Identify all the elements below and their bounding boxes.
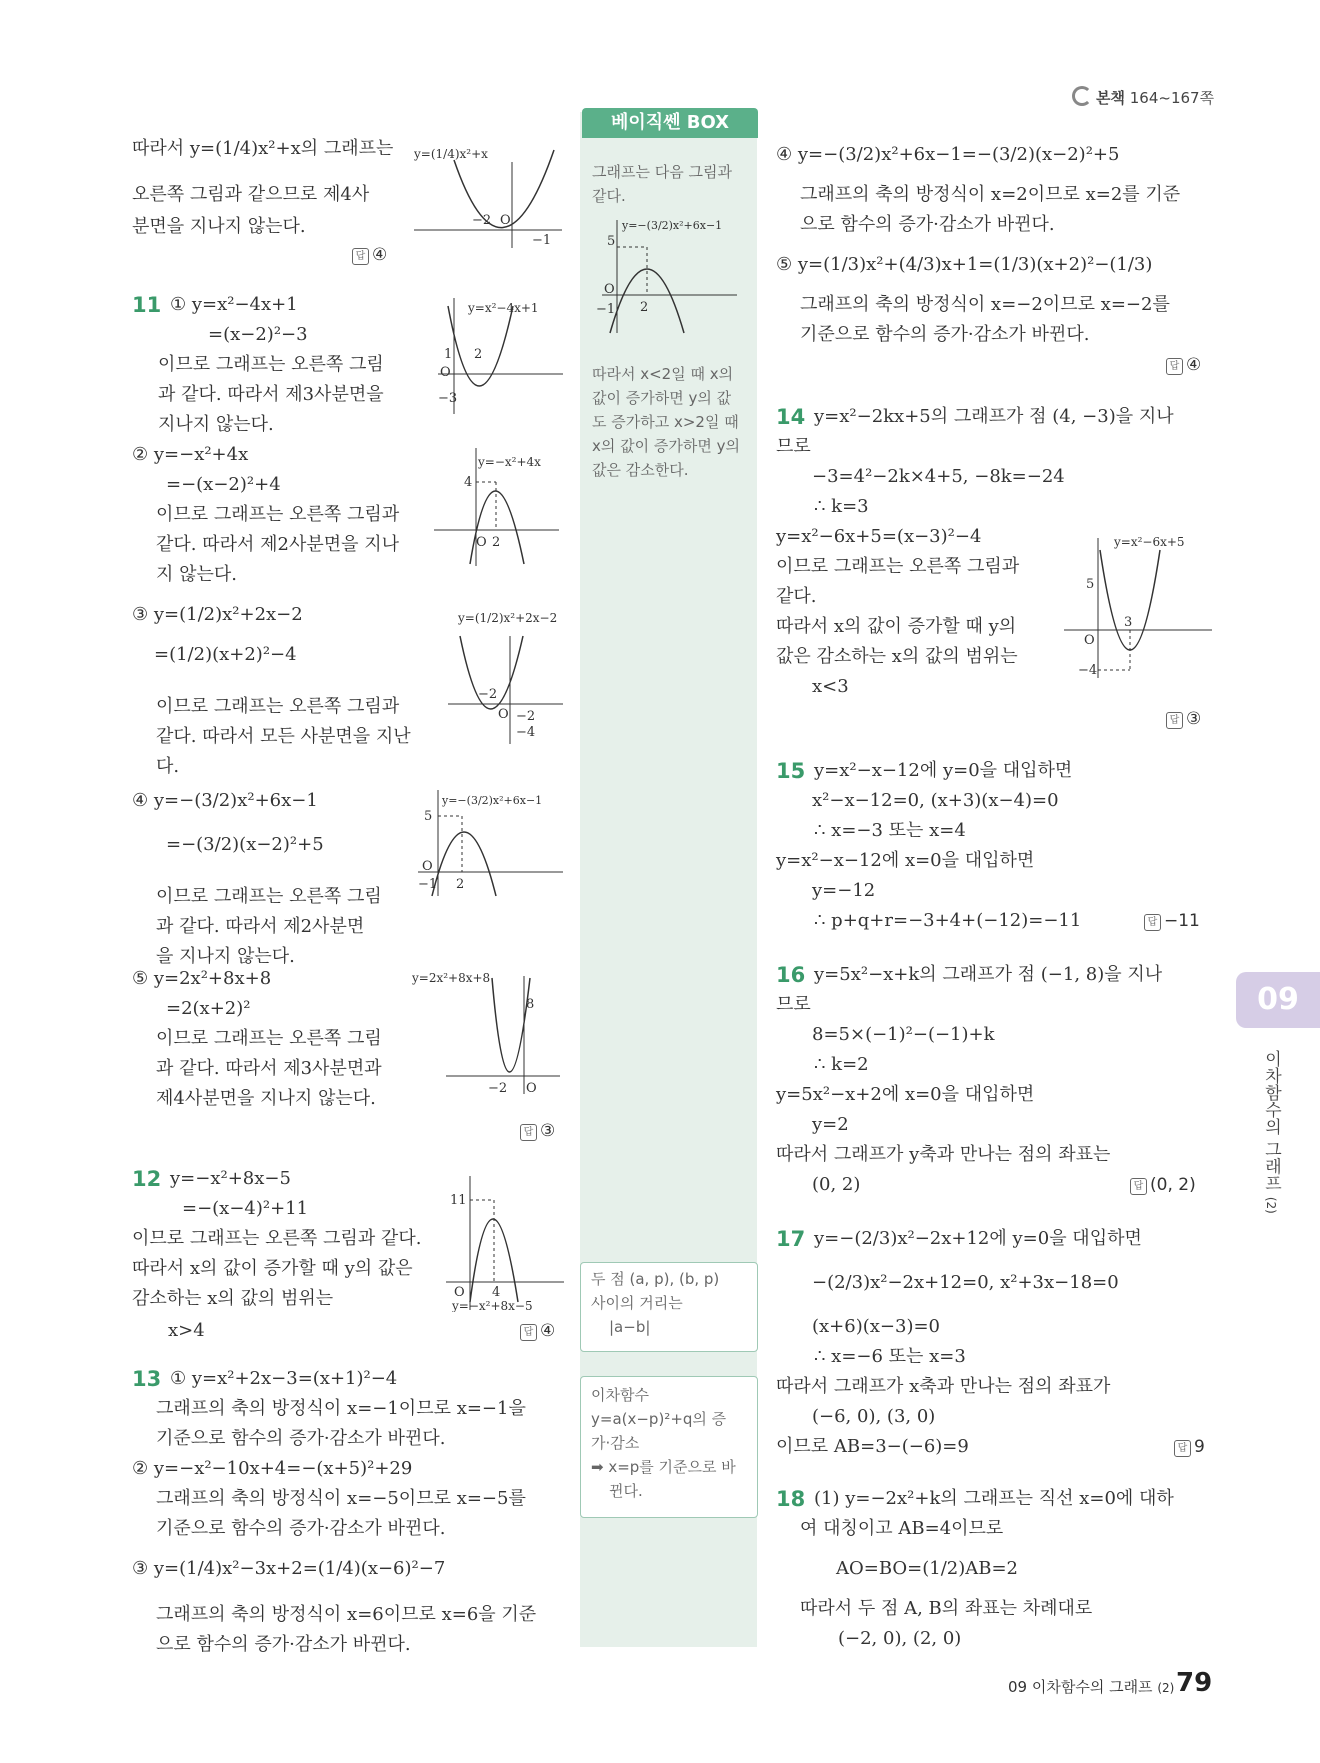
box-text-1: 그래프는 다음 그림과 같다. xyxy=(592,163,732,205)
svg-text:O: O xyxy=(422,859,433,874)
svg-text:y=2x²+8x+8: y=2x²+8x+8 xyxy=(412,971,491,985)
chapter-tab: 09 xyxy=(1236,972,1320,1028)
page-range: 164~167쪽 xyxy=(1129,89,1215,107)
svg-text:4: 4 xyxy=(464,475,473,490)
chapter-vertical-title: 이차함수의 그래프 (2) xyxy=(1261,1050,1281,1214)
intro-answer: 답 ④ xyxy=(352,244,387,266)
q14-number: 14 xyxy=(776,405,806,429)
q15-number: 15 xyxy=(776,759,806,783)
svg-text:O: O xyxy=(526,1081,537,1096)
svg-text:y=(1/4)x²+x: y=(1/4)x²+x xyxy=(414,147,488,161)
svg-text:2: 2 xyxy=(492,535,501,550)
q13-number: 13 xyxy=(132,1367,162,1391)
svg-text:−3: −3 xyxy=(438,391,458,406)
page-number: 79 xyxy=(1176,1668,1213,1698)
q12-answer: 답 ④ xyxy=(520,1320,555,1342)
svg-text:5: 5 xyxy=(607,234,616,249)
graph-11-3 xyxy=(448,606,568,751)
svg-text:3: 3 xyxy=(1124,615,1133,630)
svg-text:8: 8 xyxy=(526,997,535,1012)
book-icon xyxy=(1072,86,1092,106)
graph-11-4 xyxy=(418,788,568,903)
q17-answer: 답 9 xyxy=(1174,1436,1205,1458)
q16-answer: 답 (0, 2) xyxy=(1130,1174,1196,1196)
q18-number: 18 xyxy=(776,1487,806,1511)
tip-quadratic: 이차함수 y=a(x−p)²+q의 증 가·감소 ➡ x=p를 기준으로 바 뀐다. xyxy=(580,1376,758,1518)
graph-11-2 xyxy=(434,448,564,573)
svg-text:2: 2 xyxy=(640,300,649,315)
q17-number: 17 xyxy=(776,1227,806,1251)
graph-12 xyxy=(446,1172,566,1317)
page-footer: 09 이차함수의 그래프 (2) xyxy=(1008,1678,1175,1696)
box-text-2: 따라서 x<2일 때 x의 값이 증가하면 y의 값 도 증가하고 x>2일 때 x의 값이 증가하면 y의 값은 감소한다. xyxy=(592,365,740,479)
svg-text:−2: −2 xyxy=(478,687,498,702)
book-label: 본책 xyxy=(1096,89,1125,107)
svg-text:y=x²−4x+1: y=x²−4x+1 xyxy=(468,301,539,315)
svg-text:y=−(3/2)x²+6x−1: y=−(3/2)x²+6x−1 xyxy=(442,794,543,807)
svg-text:−1: −1 xyxy=(418,877,438,892)
q12-number: 12 xyxy=(132,1167,162,1191)
svg-text:y=(1/2)x²+2x−2: y=(1/2)x²+2x−2 xyxy=(458,611,558,625)
svg-text:y=−(3/2)x²+6x−1: y=−(3/2)x²+6x−1 xyxy=(622,219,723,232)
tip-distance: 두 점 (a, p), (b, p) 사이의 거리는 |a−b| xyxy=(580,1262,758,1352)
svg-text:O: O xyxy=(454,1285,465,1300)
svg-text:O: O xyxy=(1084,633,1095,648)
svg-text:O: O xyxy=(440,365,451,380)
svg-text:1: 1 xyxy=(444,347,453,362)
svg-text:y=−x²+4x: y=−x²+4x xyxy=(478,455,541,469)
svg-text:−2: −2 xyxy=(472,213,492,228)
svg-text:O: O xyxy=(604,282,615,297)
svg-text:5: 5 xyxy=(424,809,433,824)
box-graph xyxy=(592,215,742,340)
svg-text:2: 2 xyxy=(474,347,483,362)
graph-11-5 xyxy=(412,966,562,1101)
graph-11-1 xyxy=(438,296,568,421)
q14-answer: 답 ③ xyxy=(1166,708,1201,730)
q13-answer: 답 ④ xyxy=(1166,354,1201,376)
svg-text:O: O xyxy=(476,535,487,550)
q15-answer: 답 −11 xyxy=(1144,910,1200,932)
svg-text:y=x²−6x+5: y=x²−6x+5 xyxy=(1114,535,1185,549)
q16-number: 16 xyxy=(776,963,806,987)
svg-text:−2: −2 xyxy=(488,1081,508,1096)
svg-text:−1: −1 xyxy=(596,302,616,317)
graph-intro xyxy=(414,140,564,255)
svg-text:11: 11 xyxy=(450,1193,467,1208)
svg-text:−1: −1 xyxy=(532,233,552,248)
svg-text:O: O xyxy=(498,707,509,722)
svg-text:−4: −4 xyxy=(516,725,536,740)
basic-box-title: 베이직쎈 BOX xyxy=(582,108,758,138)
q11-answer: 답 ③ xyxy=(520,1120,555,1142)
svg-text:−4: −4 xyxy=(1078,663,1098,678)
svg-text:y=−x²+8x−5: y=−x²+8x−5 xyxy=(452,1299,533,1312)
graph-14 xyxy=(1064,530,1214,685)
q11-number: 11 xyxy=(132,293,162,317)
svg-text:2: 2 xyxy=(456,877,465,892)
svg-text:O: O xyxy=(500,213,511,228)
svg-text:4: 4 xyxy=(492,1285,501,1300)
svg-text:5: 5 xyxy=(1086,577,1095,592)
svg-text:−2: −2 xyxy=(516,709,536,724)
page-header xyxy=(1072,86,1214,108)
